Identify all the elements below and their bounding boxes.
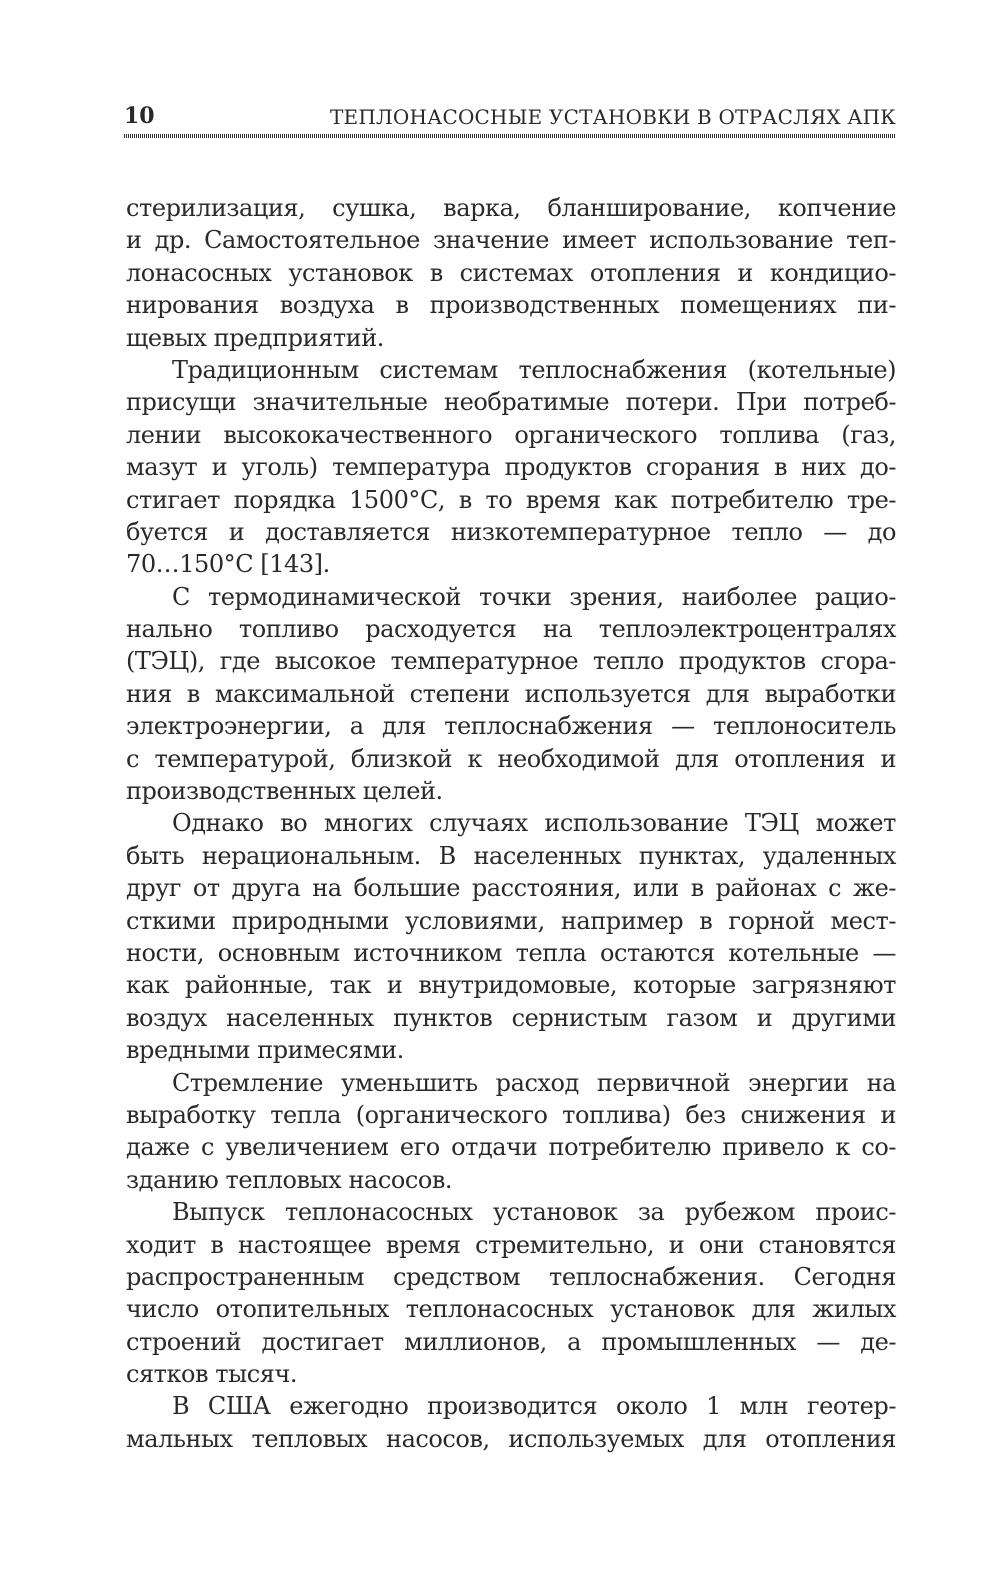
text-line: воздух населенных пунктов сернистым газом и другими: [126, 1003, 896, 1032]
text-line: Выпуск теплонасосных установок за рубежом проис-: [172, 1198, 896, 1227]
running-title: ТЕПЛОНАСОСНЫЕ УСТАНОВКИ В ОТРАСЛЯХ АПК: [330, 105, 896, 129]
text-line: ходит в настоящее время стремительно, и они становятся: [126, 1230, 896, 1259]
header-rule: [124, 134, 896, 138]
text-line: нирования воздуха в производственных помещениях пи-: [126, 291, 896, 320]
text-line: буется и доставляется низкотемпературное тепло — до: [126, 517, 896, 546]
text-line: мазут и уголь) температура продуктов сгорания в них до-: [126, 453, 896, 482]
text-line: вредными примесями.: [126, 1036, 404, 1065]
text-line: нально топливо расходуется на теплоэлектроцентралях: [126, 615, 896, 644]
text-line: и др. Самостоятельное значение имеет использование теп-: [126, 226, 896, 255]
text-line: Стремление уменьшить расход первичной энергии на: [172, 1068, 896, 1097]
text-line: стерилизация, сушка, варка, бланширование, копчение: [126, 194, 896, 222]
text-line: (ТЭЦ), где высокое температурное тепло продуктов сгора-: [126, 647, 896, 676]
text-line: даже с увеличением его отдачи потребителю привело к со-: [126, 1133, 896, 1162]
text-line: ния в максимальной степени используется для выработки: [126, 679, 896, 708]
text-line: Традиционным системам теплоснабжения (котельные): [172, 355, 896, 384]
text-line: В США ежегодно производится около 1 млн геотер-: [172, 1392, 896, 1421]
text-line: с температурой, близкой к необходимой для отопления и: [126, 744, 896, 773]
text-line: быть нерациональным. В населенных пунктах, удаленных: [126, 841, 896, 870]
text-line: присущи значительные необратимые потери. При потреб-: [126, 388, 896, 417]
text-line: зданию тепловых насосов.: [126, 1165, 453, 1194]
page-header: [124, 103, 896, 131]
text-line: лении высококачественного органического топлива (газ,: [126, 420, 896, 449]
text-line: сятков тысяч.: [126, 1360, 298, 1389]
text-line: лонасосных установок в системах отопления и кондицио-: [126, 258, 896, 287]
text-line: друг от друга на большие расстояния, или в районах с же-: [126, 874, 896, 903]
text-line: сткими природными условиями, например в горной мест-: [126, 906, 896, 935]
text-line: ности, основным источником тепла остаются котельные —: [126, 938, 896, 967]
text-line: щевых предприятий.: [126, 323, 384, 352]
text-line: строений достигает миллионов, а промышленных — де-: [126, 1327, 896, 1356]
text-line: распространенным средством теплоснабжения. Сегодня: [126, 1262, 896, 1291]
text-line: Однако во многих случаях использование ТЭЦ может: [172, 809, 896, 838]
text-line: мальных тепловых насосов, используемых для отопления: [126, 1424, 896, 1453]
text-line: производственных целей.: [126, 777, 443, 806]
text-line: С термодинамической точки зрения, наиболее рацио-: [172, 582, 896, 611]
text-line: число отопительных теплонасосных установок для жилых: [126, 1295, 896, 1324]
text-line: как районные, так и внутридомовые, которые загрязняют: [126, 971, 896, 1000]
body-text: [126, 192, 896, 1455]
text-line: 70…150°С [143].: [126, 550, 330, 579]
page-number: 10: [124, 103, 155, 129]
text-line: выработку тепла (органического топлива) без снижения и: [126, 1100, 896, 1129]
text-line: стигает порядка 1500°С, в то время как потребителю тре-: [126, 485, 896, 514]
text-line: электроэнергии, а для теплоснабжения — теплоноситель: [126, 712, 896, 741]
